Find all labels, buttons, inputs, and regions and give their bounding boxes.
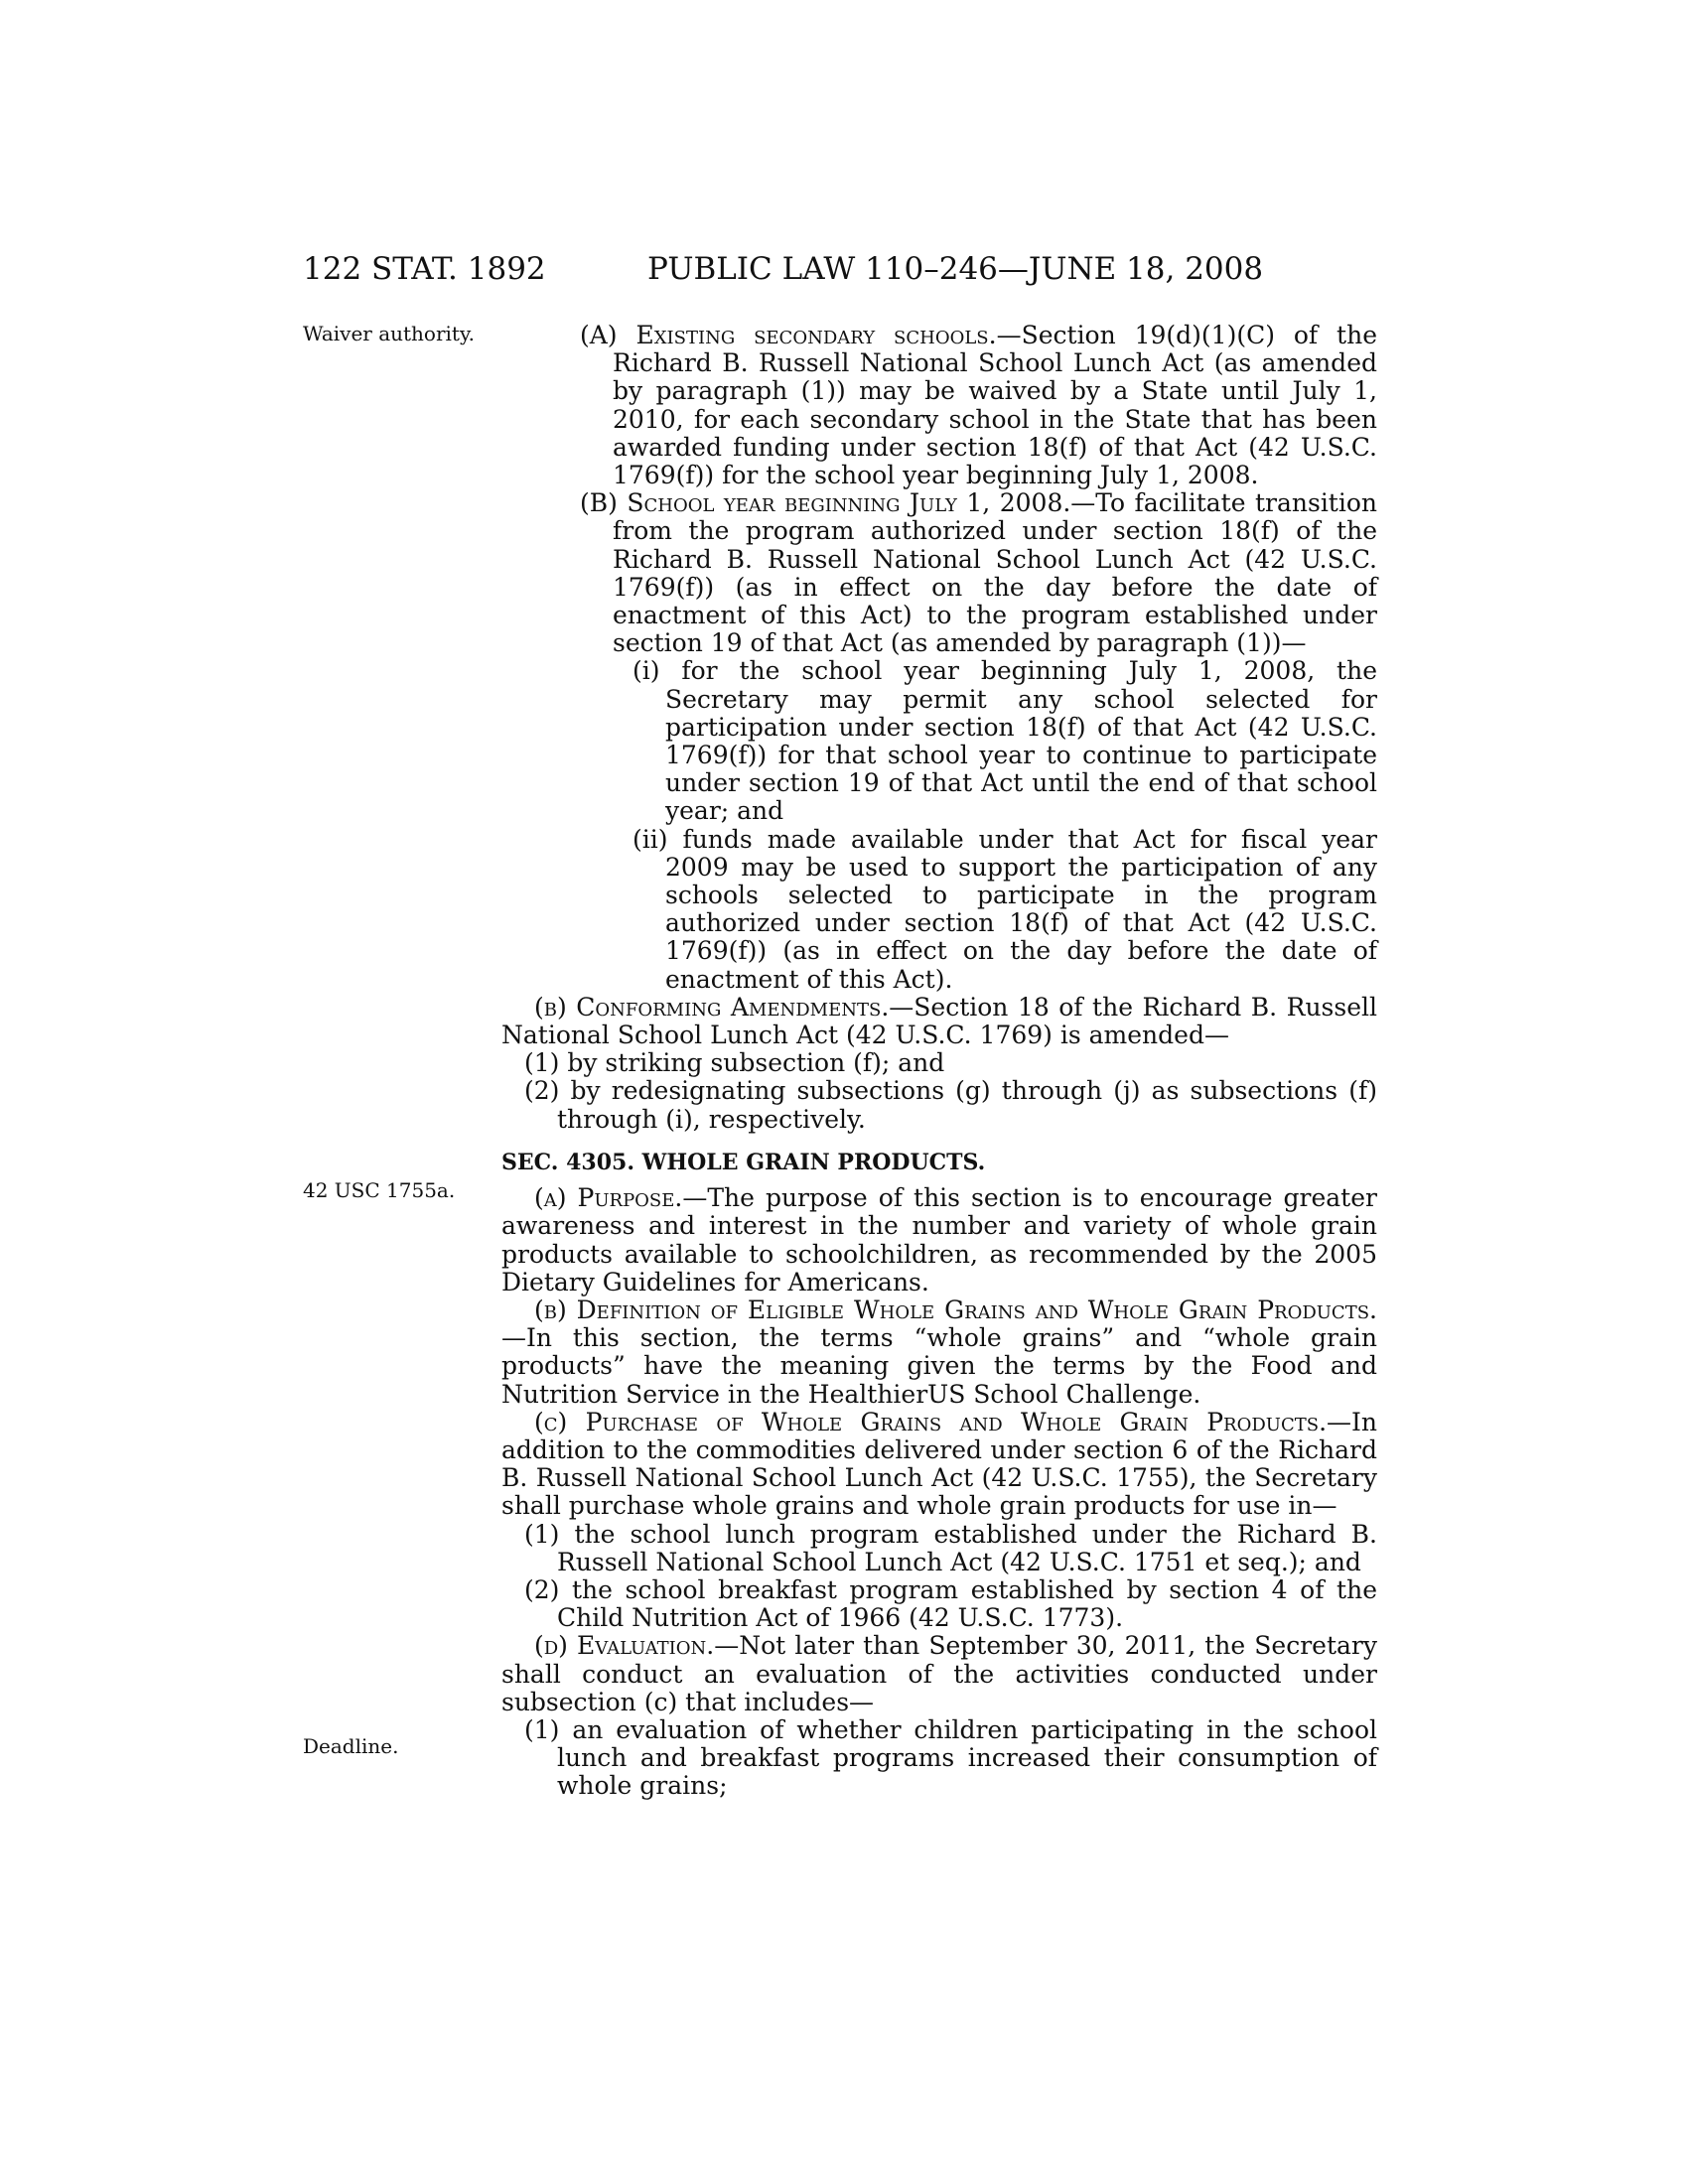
subsection-c-item-1: (1) the school lunch program established under the Richard B. Russell National School Lunch Act (42 U.S.C. 1751 et seq.); and [524,1519,1377,1576]
document-body [501,322,1377,1801]
paragraph-a-heading: (A) Existing secondary schools. [580,321,997,349]
conforming-amendments [501,994,1377,1049]
paragraph-b-heading: (B) School year beginning July 1, 2008. [580,488,1071,518]
subsection-d-text: —Not later than September 30, 2011, the Secretary shall conduct an evaluation of the activities conducted under subsection (c) that includes— [501,1631,1377,1716]
running-head-title: PUBLIC LAW 110–246—JUNE 18, 2008 [647,251,1264,287]
subsection-c-item-2: (2) the school breakfast program established by section 4 of the Child Nutrition Act of 1966 (42 U.S.C. 1773). [524,1574,1377,1633]
subsection-b-heading: (b) Definition of Eligible Whole Grains and Whole Grain Products. [534,1295,1377,1324]
paragraph-b-school-year [501,489,1377,657]
margin-note-waiver: Waiver authority. [303,322,475,345]
paragraph-a-existing-secondary-schools [501,322,1377,489]
clause-ii: (ii) funds made available under that Act for fiscal year 2009 may be used to support the participation of any schools selected to participate in the program authorized under section 18(f) of that Act (42 U.S.C. 1769(f)) (as in effect on the day before the date of enactment of this Act). [633,824,1377,994]
subsection-a-heading: (a) Purpose. [534,1183,683,1213]
paragraph-b-text: —To facilitate transition from the program authorized under section 18(f) of the Richard B. Russell National School Lunch Act (42 U.S.C. 1769(f)) (as in effect on the day before the date of enactment of this Act) to the program established under section 19 of that Act (as amended by paragraph (1))— [613,488,1378,658]
subsection-a-text: —The purpose of this section is to encourage greater awareness and interest in the number and variety of whole grain products available to schoolchildren, as recommended by the 2005 Dietary Guidelines for Americans. [501,1183,1377,1297]
subsection-b-text: —In this section, the terms “whole grains” and “whole grain products” have the meaning given the terms by the Food and Nutrition Service in the HealthierUS School Challenge. [501,1323,1377,1409]
subsection-c-purchase [501,1409,1377,1521]
paragraph-a-text: —Section 19(d)(1)(C) of the Richard B. Russell National School Lunch Act (as amended by paragraph (1)) may be waived by a State until July 1, 2010, for each secondary school in the State that has been awarded funding under section 18(f) of that Act (42 U.S.C. 1769(f)) for the school year beginning July 1, 2008. [613,321,1377,490]
conforming-amendments-text: —Section 18 of the Richard B. Russell National School Lunch Act (42 U.S.C. 1769) is amended— [501,992,1377,1050]
subsection-d-evaluation [501,1632,1377,1716]
conforming-item-2: (2) by redesignating subsections (g) through (j) as subsections (f) through (i), respectively. [524,1076,1377,1134]
conforming-item-1: (1) by striking subsection (f); and [524,1048,945,1078]
subsection-c-heading: (c) Purchase of Whole Grains and Whole Grain Products. [534,1407,1328,1436]
subsection-b-definition [501,1297,1377,1409]
margin-note-deadline: Deadline. [303,1734,399,1758]
subsection-a-purpose [501,1184,1377,1297]
conforming-amendments-heading: (b) Conforming Amendments. [534,992,890,1022]
margin-note-usc: 42 USC 1755a. [303,1178,456,1202]
section-heading: SEC. 4305. WHOLE GRAIN PRODUCTS. [501,1149,986,1175]
subsection-d-heading: (d) Evaluation. [534,1631,715,1661]
clause-i: (i) for the school year beginning July 1, 2008, the Secretary may permit any school selected for participation under section 18(f) of that Act (42 U.S.C. 1769(f)) for that school year to continue to participate under section 19 of that Act until the end of that school year; and [633,656,1377,826]
subsection-c-text: —In addition to the commodities delivered under section 6 of the Richard B. Russell National School Lunch Act (42 U.S.C. 1755), the Secretary shall purchase whole grains and whole grain products for use in— [501,1407,1377,1521]
stat-page-number: 122 STAT. 1892 [303,251,546,287]
subsection-d-item-1: (1) an evaluation of whether children participating in the school lunch and breakfast programs increased their consumption of whole grains; [524,1714,1377,1801]
